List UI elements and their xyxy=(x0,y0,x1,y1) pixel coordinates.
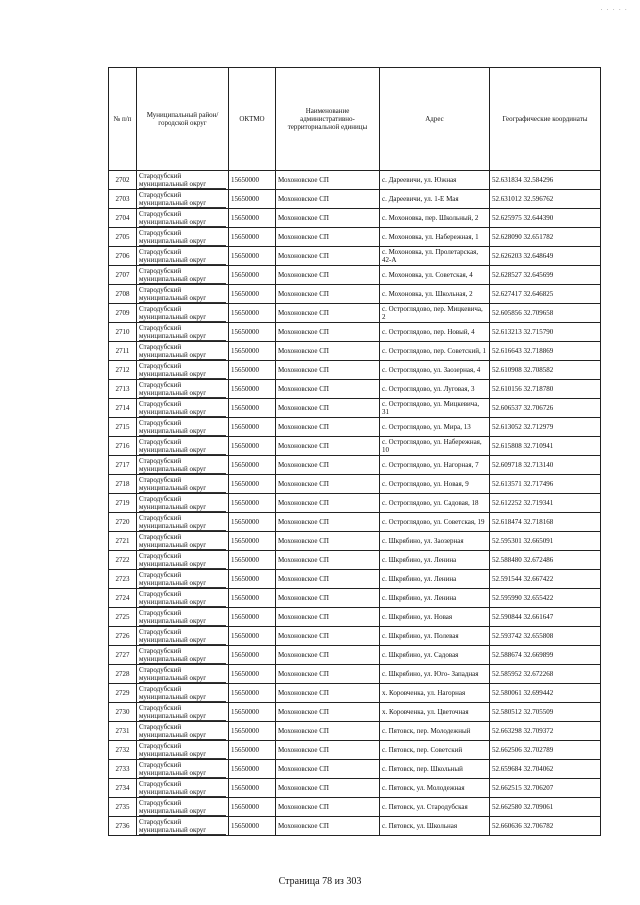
district-cell xyxy=(137,532,229,551)
table-row xyxy=(109,323,601,342)
oktmo-cell: 15650000 xyxy=(229,475,276,494)
oktmo-cell: 15650000 xyxy=(229,209,276,228)
district-text: Стародубский муниципальный округ xyxy=(139,362,226,379)
address-cell: с. Мохоновка, ул. Пролетарская, 42-А xyxy=(380,247,490,266)
unit-cell: Мохоновское СП xyxy=(276,190,380,209)
coords-cell: 52.580061 32.699442 xyxy=(490,684,601,703)
oktmo-cell: 15650000 xyxy=(229,760,276,779)
coords-cell: 52.613213 32.715790 xyxy=(490,323,601,342)
district-text: Стародубский муниципальный округ xyxy=(139,305,226,322)
oktmo-cell: 15650000 xyxy=(229,703,276,722)
table-row xyxy=(109,380,601,399)
district-text: Стародубский муниципальный округ xyxy=(139,628,226,645)
header-address: Адрес xyxy=(380,68,490,171)
unit-cell: Мохоновское СП xyxy=(276,437,380,456)
row-number: 2705 xyxy=(109,228,137,247)
district-cell xyxy=(137,304,229,323)
coords-cell: 52.610908 32.708582 xyxy=(490,361,601,380)
coords-cell: 52.660636 32.706782 xyxy=(490,817,601,836)
district-cell xyxy=(137,722,229,741)
unit-cell: Мохоновское СП xyxy=(276,399,380,418)
district-text: Стародубский муниципальный округ xyxy=(139,381,226,398)
unit-cell: Мохоновское СП xyxy=(276,646,380,665)
oktmo-cell: 15650000 xyxy=(229,551,276,570)
table-row xyxy=(109,399,601,418)
table-row xyxy=(109,228,601,247)
district-text: Стародубский муниципальный округ xyxy=(139,571,226,588)
coords-cell: 52.595990 32.655422 xyxy=(490,589,601,608)
coords-cell: 52.580512 32.705509 xyxy=(490,703,601,722)
table-row xyxy=(109,646,601,665)
table-row xyxy=(109,475,601,494)
unit-cell: Мохоновское СП xyxy=(276,741,380,760)
address-cell: с. Шкрябино, ул. Садовая xyxy=(380,646,490,665)
address-cell: с. Шкрябино, ул. Заозерная xyxy=(380,532,490,551)
district-text: Стародубский муниципальный округ xyxy=(139,400,226,417)
address-cell: с. Остроглядово, пер. Новый, 4 xyxy=(380,323,490,342)
row-number: 2702 xyxy=(109,171,137,190)
table-row xyxy=(109,266,601,285)
coords-cell: 52.628527 32.645699 xyxy=(490,266,601,285)
unit-cell: Мохоновское СП xyxy=(276,418,380,437)
district-cell xyxy=(137,589,229,608)
address-cell: с. Остроглядово, ул. Заозерная, 4 xyxy=(380,361,490,380)
district-text: Стародубский муниципальный округ xyxy=(139,799,226,816)
table-row xyxy=(109,684,601,703)
table-row xyxy=(109,171,601,190)
unit-cell: Мохоновское СП xyxy=(276,608,380,627)
address-cell: с. Дареевичи, ул. Южная xyxy=(380,171,490,190)
oktmo-cell: 15650000 xyxy=(229,228,276,247)
coords-cell: 52.610156 32.718780 xyxy=(490,380,601,399)
unit-cell: Мохоновское СП xyxy=(276,323,380,342)
table-row xyxy=(109,608,601,627)
address-cell: с. Мохоновка, ул. Советская, 4 xyxy=(380,266,490,285)
unit-cell: Мохоновское СП xyxy=(276,304,380,323)
district-cell xyxy=(137,361,229,380)
district-cell xyxy=(137,608,229,627)
row-number: 2706 xyxy=(109,247,137,266)
header-row xyxy=(109,68,601,171)
unit-cell: Мохоновское СП xyxy=(276,722,380,741)
table-row xyxy=(109,722,601,741)
district-text: Стародубский муниципальный округ xyxy=(139,552,226,569)
district-text: Стародубский муниципальный округ xyxy=(139,286,226,303)
district-cell xyxy=(137,513,229,532)
district-cell xyxy=(137,551,229,570)
address-cell: с. Шкрябино, ул. Юго- Западная xyxy=(380,665,490,684)
coords-cell: 52.616643 32.718869 xyxy=(490,342,601,361)
address-cell: с. Пятовск, ул. Молодежная xyxy=(380,779,490,798)
header-district: Муниципальный район/городской округ xyxy=(137,68,229,171)
district-cell xyxy=(137,494,229,513)
row-number: 2711 xyxy=(109,342,137,361)
oktmo-cell: 15650000 xyxy=(229,570,276,589)
oktmo-cell: 15650000 xyxy=(229,532,276,551)
unit-cell: Мохоновское СП xyxy=(276,171,380,190)
table-row xyxy=(109,570,601,589)
row-number: 2726 xyxy=(109,627,137,646)
unit-cell: Мохоновское СП xyxy=(276,627,380,646)
district-cell xyxy=(137,171,229,190)
district-text: Стародубский муниципальный округ xyxy=(139,666,226,683)
coords-cell: 52.659684 32.704062 xyxy=(490,760,601,779)
address-cell: с. Пятовск, ул. Школьная xyxy=(380,817,490,836)
oktmo-cell: 15650000 xyxy=(229,456,276,475)
unit-cell: Мохоновское СП xyxy=(276,665,380,684)
coords-cell: 52.593742 32.655808 xyxy=(490,627,601,646)
oktmo-cell: 15650000 xyxy=(229,304,276,323)
unit-cell: Мохоновское СП xyxy=(276,684,380,703)
district-text: Стародубский муниципальный округ xyxy=(139,723,226,740)
unit-cell: Мохоновское СП xyxy=(276,551,380,570)
unit-cell: Мохоновское СП xyxy=(276,475,380,494)
table-row xyxy=(109,285,601,304)
oktmo-cell: 15650000 xyxy=(229,323,276,342)
corner-mark: · · · · · xyxy=(600,6,628,14)
district-cell xyxy=(137,684,229,703)
unit-cell: Мохоновское СП xyxy=(276,494,380,513)
table-row xyxy=(109,513,601,532)
coords-cell: 52.628090 32.651782 xyxy=(490,228,601,247)
district-text: Стародубский муниципальный округ xyxy=(139,609,226,626)
oktmo-cell: 15650000 xyxy=(229,494,276,513)
row-number: 2721 xyxy=(109,532,137,551)
district-cell xyxy=(137,342,229,361)
table-row xyxy=(109,817,601,836)
district-cell xyxy=(137,266,229,285)
address-cell: с. Пятовск, пер. Школьный xyxy=(380,760,490,779)
unit-cell: Мохоновское СП xyxy=(276,570,380,589)
row-number: 2715 xyxy=(109,418,137,437)
table-row xyxy=(109,437,601,456)
district-cell xyxy=(137,817,229,836)
row-number: 2732 xyxy=(109,741,137,760)
district-text: Стародубский муниципальный округ xyxy=(139,172,226,189)
district-text: Стародубский муниципальный округ xyxy=(139,647,226,664)
row-number: 2736 xyxy=(109,817,137,836)
row-number: 2704 xyxy=(109,209,137,228)
coords-cell: 52.588674 32.669899 xyxy=(490,646,601,665)
unit-cell: Мохоновское СП xyxy=(276,285,380,304)
district-text: Стародубский муниципальный округ xyxy=(139,343,226,360)
district-text: Стародубский муниципальный округ xyxy=(139,324,226,341)
table-row xyxy=(109,532,601,551)
district-cell xyxy=(137,190,229,209)
unit-cell: Мохоновское СП xyxy=(276,228,380,247)
oktmo-cell: 15650000 xyxy=(229,817,276,836)
header-unit: Наименование административно-территориальной единицы xyxy=(276,68,380,171)
address-cell: с. Шкрябино, ул. Ленина xyxy=(380,589,490,608)
unit-cell: Мохоновское СП xyxy=(276,532,380,551)
row-number: 2733 xyxy=(109,760,137,779)
district-cell xyxy=(137,228,229,247)
row-number: 2708 xyxy=(109,285,137,304)
coords-cell: 52.618474 32.718168 xyxy=(490,513,601,532)
address-cell: с. Мохоновка, ул. Набережная, 1 xyxy=(380,228,490,247)
row-number: 2707 xyxy=(109,266,137,285)
coords-cell: 52.605856 32.709658 xyxy=(490,304,601,323)
address-cell: с. Остроглядово, ул. Нагорная, 7 xyxy=(380,456,490,475)
coords-cell: 52.662580 32.709061 xyxy=(490,798,601,817)
unit-cell: Мохоновское СП xyxy=(276,817,380,836)
address-cell: с. Остроглядово, пер. Советский, 1 xyxy=(380,342,490,361)
row-number: 2719 xyxy=(109,494,137,513)
table-row xyxy=(109,209,601,228)
header-oktmo: ОКТМО xyxy=(229,68,276,171)
row-number: 2734 xyxy=(109,779,137,798)
oktmo-cell: 15650000 xyxy=(229,798,276,817)
oktmo-cell: 15650000 xyxy=(229,399,276,418)
unit-cell: Мохоновское СП xyxy=(276,361,380,380)
table-row xyxy=(109,760,601,779)
district-cell xyxy=(137,665,229,684)
oktmo-cell: 15650000 xyxy=(229,266,276,285)
oktmo-cell: 15650000 xyxy=(229,285,276,304)
coords-cell: 52.588480 32.672486 xyxy=(490,551,601,570)
unit-cell: Мохоновское СП xyxy=(276,209,380,228)
table-row xyxy=(109,342,601,361)
district-cell xyxy=(137,798,229,817)
table-row xyxy=(109,703,601,722)
coords-cell: 52.612252 32.719341 xyxy=(490,494,601,513)
district-cell xyxy=(137,247,229,266)
oktmo-cell: 15650000 xyxy=(229,627,276,646)
district-text: Стародубский муниципальный округ xyxy=(139,248,226,265)
oktmo-cell: 15650000 xyxy=(229,380,276,399)
unit-cell: Мохоновское СП xyxy=(276,703,380,722)
district-text: Стародубский муниципальный округ xyxy=(139,514,226,531)
row-number: 2722 xyxy=(109,551,137,570)
coords-cell: 52.615808 32.710941 xyxy=(490,437,601,456)
unit-cell: Мохоновское СП xyxy=(276,342,380,361)
row-number: 2717 xyxy=(109,456,137,475)
district-text: Стародубский муниципальный округ xyxy=(139,210,226,227)
address-cell: с. Шкрябино, ул. Полевая xyxy=(380,627,490,646)
district-text: Стародубский муниципальный округ xyxy=(139,761,226,778)
unit-cell: Мохоновское СП xyxy=(276,247,380,266)
row-number: 2725 xyxy=(109,608,137,627)
unit-cell: Мохоновское СП xyxy=(276,779,380,798)
district-cell xyxy=(137,437,229,456)
address-cell: с. Остроглядово, ул. Советская, 19 xyxy=(380,513,490,532)
address-cell: с. Пятовск, ул. Стародубская xyxy=(380,798,490,817)
coords-cell: 52.626203 32.648649 xyxy=(490,247,601,266)
district-text: Стародубский муниципальный округ xyxy=(139,267,226,284)
row-number: 2730 xyxy=(109,703,137,722)
unit-cell: Мохоновское СП xyxy=(276,760,380,779)
row-number: 2714 xyxy=(109,399,137,418)
address-cell: с. Дареевичи, ул. 1-Е Мая xyxy=(380,190,490,209)
oktmo-cell: 15650000 xyxy=(229,418,276,437)
address-cell: с. Шкрябино, ул. Ленина xyxy=(380,570,490,589)
table-row xyxy=(109,418,601,437)
table-row xyxy=(109,456,601,475)
district-cell xyxy=(137,209,229,228)
district-text: Стародубский муниципальный округ xyxy=(139,229,226,246)
table-row xyxy=(109,627,601,646)
address-cell: с. Пятовск, пер. Советский xyxy=(380,741,490,760)
row-number: 2712 xyxy=(109,361,137,380)
row-number: 2727 xyxy=(109,646,137,665)
row-number: 2713 xyxy=(109,380,137,399)
oktmo-cell: 15650000 xyxy=(229,779,276,798)
district-cell xyxy=(137,399,229,418)
district-text: Стародубский муниципальный округ xyxy=(139,419,226,436)
header-num: № п/п xyxy=(109,68,137,171)
coords-cell: 52.595301 32.665091 xyxy=(490,532,601,551)
district-text: Стародубский муниципальный округ xyxy=(139,590,226,607)
table-row xyxy=(109,494,601,513)
unit-cell: Мохоновское СП xyxy=(276,589,380,608)
row-number: 2718 xyxy=(109,475,137,494)
oktmo-cell: 15650000 xyxy=(229,361,276,380)
row-number: 2735 xyxy=(109,798,137,817)
district-cell xyxy=(137,418,229,437)
oktmo-cell: 15650000 xyxy=(229,741,276,760)
coords-cell: 52.662506 32.702789 xyxy=(490,741,601,760)
row-number: 2703 xyxy=(109,190,137,209)
address-cell: с. Мохоновка, ул. Школьная, 2 xyxy=(380,285,490,304)
oktmo-cell: 15650000 xyxy=(229,342,276,361)
district-text: Стародубский муниципальный округ xyxy=(139,495,226,512)
district-text: Стародубский муниципальный округ xyxy=(139,476,226,493)
address-cell: х. Коровченка, ул. Цветочная xyxy=(380,703,490,722)
oktmo-cell: 15650000 xyxy=(229,684,276,703)
unit-cell: Мохоновское СП xyxy=(276,266,380,285)
district-text: Стародубский муниципальный округ xyxy=(139,457,226,474)
unit-cell: Мохоновское СП xyxy=(276,380,380,399)
coords-cell: 52.609718 32.713140 xyxy=(490,456,601,475)
coords-cell: 52.613571 32.717496 xyxy=(490,475,601,494)
unit-cell: Мохоновское СП xyxy=(276,513,380,532)
district-cell xyxy=(137,456,229,475)
row-number: 2709 xyxy=(109,304,137,323)
address-cell: с. Остроглядово, ул. Садовая, 18 xyxy=(380,494,490,513)
row-number: 2729 xyxy=(109,684,137,703)
oktmo-cell: 15650000 xyxy=(229,513,276,532)
district-text: Стародубский муниципальный округ xyxy=(139,685,226,702)
coords-cell: 52.631012 32.596762 xyxy=(490,190,601,209)
row-number: 2728 xyxy=(109,665,137,684)
coords-cell: 52.663298 32.709372 xyxy=(490,722,601,741)
coords-cell: 52.585952 32.672268 xyxy=(490,665,601,684)
header-coords: Географические координаты xyxy=(490,68,601,171)
oktmo-cell: 15650000 xyxy=(229,190,276,209)
address-cell: с. Остроглядово, пер. Мицкевича, 2 xyxy=(380,304,490,323)
table-row xyxy=(109,551,601,570)
oktmo-cell: 15650000 xyxy=(229,665,276,684)
table-row xyxy=(109,798,601,817)
oktmo-cell: 15650000 xyxy=(229,722,276,741)
district-cell xyxy=(137,741,229,760)
address-cell: с. Пятовск, пер. Молодежный xyxy=(380,722,490,741)
coords-cell: 52.591544 32.667422 xyxy=(490,570,601,589)
table-row xyxy=(109,304,601,323)
table-row xyxy=(109,361,601,380)
unit-cell: Мохоновское СП xyxy=(276,798,380,817)
address-cell: с. Остроглядово, ул. Мира, 13 xyxy=(380,418,490,437)
row-number: 2710 xyxy=(109,323,137,342)
oktmo-cell: 15650000 xyxy=(229,608,276,627)
page-footer: Страница 78 из 303 xyxy=(278,876,362,887)
oktmo-cell: 15650000 xyxy=(229,171,276,190)
table-row xyxy=(109,741,601,760)
address-cell: с. Остроглядово, ул. Луговая, 3 xyxy=(380,380,490,399)
oktmo-cell: 15650000 xyxy=(229,437,276,456)
table-row xyxy=(109,247,601,266)
coords-cell: 52.625975 32.644390 xyxy=(490,209,601,228)
district-cell xyxy=(137,779,229,798)
address-cell: с. Остроглядово, ул. Набережная, 10 xyxy=(380,437,490,456)
address-cell: с. Шкрябино, ул. Ленина xyxy=(380,551,490,570)
table-row xyxy=(109,190,601,209)
district-cell xyxy=(137,570,229,589)
table-row xyxy=(109,589,601,608)
district-cell xyxy=(137,760,229,779)
row-number: 2723 xyxy=(109,570,137,589)
address-cell: с. Шкрябино, ул. Новая xyxy=(380,608,490,627)
coords-cell: 52.627417 32.646825 xyxy=(490,285,601,304)
oktmo-cell: 15650000 xyxy=(229,646,276,665)
address-cell: с. Остроглядово, ул. Новая, 9 xyxy=(380,475,490,494)
district-text: Стародубский муниципальный округ xyxy=(139,191,226,208)
coords-cell: 52.606537 32.706726 xyxy=(490,399,601,418)
district-cell xyxy=(137,475,229,494)
district-cell xyxy=(137,380,229,399)
district-cell xyxy=(137,703,229,722)
district-cell xyxy=(137,646,229,665)
district-text: Стародубский муниципальный округ xyxy=(139,533,226,550)
table-row xyxy=(109,779,601,798)
coords-cell: 52.590844 32.661647 xyxy=(490,608,601,627)
row-number: 2720 xyxy=(109,513,137,532)
registry-table xyxy=(108,67,601,836)
oktmo-cell: 15650000 xyxy=(229,589,276,608)
row-number: 2731 xyxy=(109,722,137,741)
coords-cell: 52.631834 32.584296 xyxy=(490,171,601,190)
district-cell xyxy=(137,323,229,342)
row-number: 2724 xyxy=(109,589,137,608)
district-text: Стародубский муниципальный округ xyxy=(139,438,226,455)
coords-cell: 52.613052 32.712979 xyxy=(490,418,601,437)
address-cell: х. Коровченка, ул. Нагорная xyxy=(380,684,490,703)
address-cell: с. Мохоновка, пер. Школьный, 2 xyxy=(380,209,490,228)
district-text: Стародубский муниципальный округ xyxy=(139,742,226,759)
address-cell: с. Остроглядово, ул. Мицкевича, 31 xyxy=(380,399,490,418)
district-cell xyxy=(137,285,229,304)
district-text: Стародубский муниципальный округ xyxy=(139,780,226,797)
row-number: 2716 xyxy=(109,437,137,456)
table-row xyxy=(109,665,601,684)
district-text: Стародубский муниципальный округ xyxy=(139,704,226,721)
oktmo-cell: 15650000 xyxy=(229,247,276,266)
district-cell xyxy=(137,627,229,646)
coords-cell: 52.662515 32.706207 xyxy=(490,779,601,798)
district-text: Стародубский муниципальный округ xyxy=(139,818,226,835)
unit-cell: Мохоновское СП xyxy=(276,456,380,475)
